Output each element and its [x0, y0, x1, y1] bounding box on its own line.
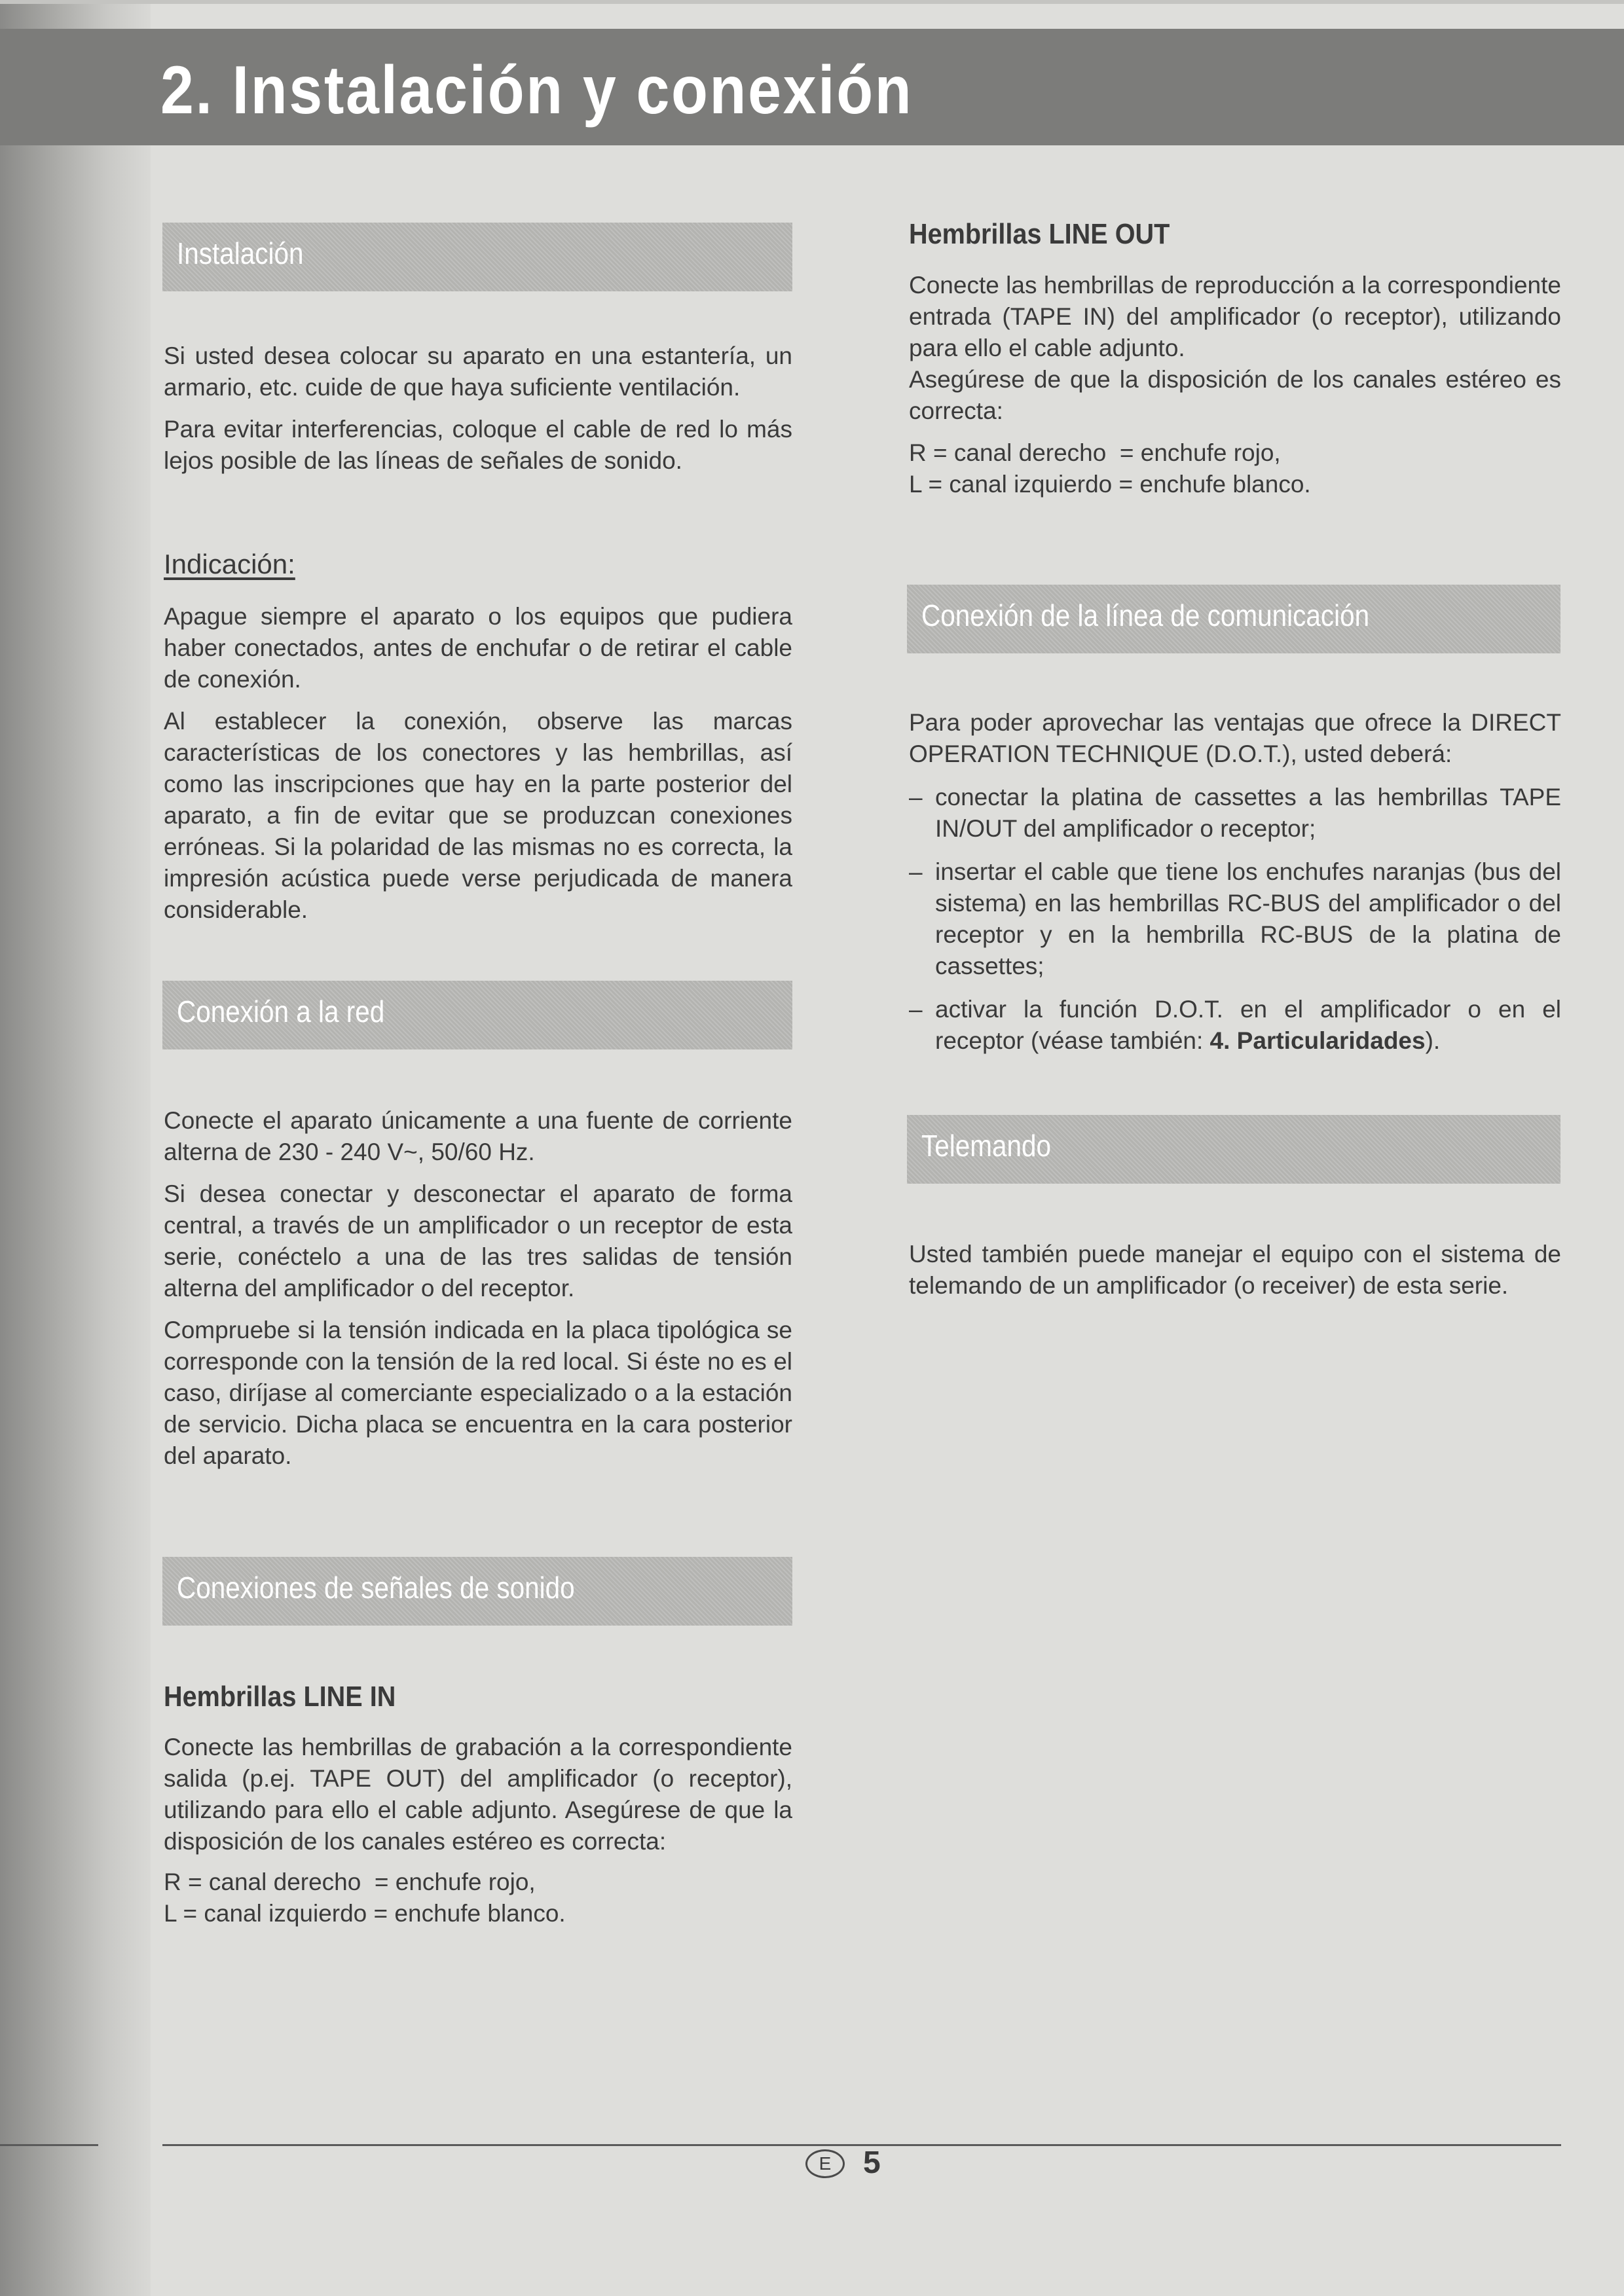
paragraph: Asegúrese de que la disposición de los canales estéreo es correcta: [909, 366, 1561, 424]
paragraph: Si desea conectar y desconectar el aparato de forma central, a través de un amplificador o un receptor de esta serie, conéctelo a una de las tres salidas de tensión alterna del amplificador o del receptor. [164, 1180, 792, 1302]
section-band-comunicacion [907, 585, 1560, 653]
comunicacion-text [909, 707, 1561, 1057]
list-item [909, 782, 1561, 845]
footer-rule [162, 2144, 1561, 2146]
telemando-text [909, 1239, 1561, 1302]
list-item-text: insertar el cable que tiene los enchufes naranjas (bus del sistema) en las hembrillas RC-BUS del amplificador o del receptor y en la hembrilla RC-BUS de la platina de cassettes; [935, 858, 1561, 979]
indicacion-text [164, 601, 792, 926]
dash-bullet: – [909, 858, 923, 885]
channel-left: L = canal izquierdo = enchufe blanco. [164, 1900, 566, 1927]
section-title-instalacion: Instalación [177, 236, 304, 270]
section-band-instalacion [162, 223, 792, 291]
paragraph: Conecte las hembrillas de reproducción a la correspondiente entrada (TAPE IN) del amplificador (o receptor), utilizando para ello el cable adjunto. [909, 272, 1561, 361]
section-title-telemando: Telemando [921, 1129, 1052, 1163]
language-badge: E [805, 2149, 845, 2178]
paragraph: Conecte las hembrillas de grabación a la correspondiente salida (p.ej. TAPE OUT) del amplificador (o receptor), utilizando para ello el cable adjunto. Asegúrese de que la disposición de los canales estéreo es correcta: [164, 1734, 792, 1855]
paragraph: Para poder aprovechar las ventajas que ofrece la DIRECT OPERATION TECHNIQUE (D.O.T.), usted deberá: [909, 709, 1561, 767]
list-item-text-end: ). [1425, 1027, 1441, 1054]
page-number: 5 [863, 2145, 881, 2180]
channel-right: R = canal derecho = enchufe rojo, [909, 439, 1281, 466]
cross-reference: 4. Particularidades [1209, 1027, 1426, 1054]
list-item-text: activar la función D.O.T. en el amplificador o en el receptor (véase también: [935, 996, 1561, 1054]
instalacion-text [164, 340, 792, 477]
paragraph: Para evitar interferencias, coloque el cable de red lo más lejos posible de las líneas de señales de sonido. [164, 416, 792, 474]
section-title-comunicacion: Conexión de la línea de comunicación [921, 598, 1370, 632]
section-title-red: Conexión a la red [177, 994, 385, 1029]
dash-bullet: – [909, 996, 923, 1023]
section-band-senales [162, 1557, 792, 1626]
paragraph: Usted también puede manejar el equipo con el sistema de telemando de un amplificador (o receiver) de esta serie. [909, 1241, 1561, 1299]
top-edge [0, 0, 1624, 4]
line-out-text [909, 270, 1561, 500]
book-spine-shadow [0, 0, 151, 2296]
section-band-red [162, 981, 792, 1049]
paragraph: Al establecer la conexión, observe las marcas características de los conectores y las hembrillas, así como las inscripciones que hay en la parte posterior del aparato, a fin de evitar que se produzcan conexiones erróneas. Si la polaridad de las mismas no es correcta, la impresión acústica puede verse perjudicada de manera considerable. [164, 708, 792, 923]
paragraph: Compruebe si la tensión indicada en la placa tipológica se corresponde con la tensión de la red local. Si éste no es el caso, diríjase al comerciante especializado o a la estación de servicio. Dicha placa se encuentra en la cara posterior del aparato. [164, 1317, 792, 1469]
page-title: 2. Instalación y conexión [160, 52, 913, 128]
list-item-text: conectar la platina de cassettes a las hembrillas TAPE IN/OUT del amplificador o receptor; [935, 784, 1561, 842]
footer-rule-left [0, 2144, 98, 2146]
paragraph: Conecte el aparato únicamente a una fuente de corriente alterna de 230 - 240 V~, 50/60 Hz. [164, 1107, 792, 1165]
note-heading: Indicación: [164, 549, 295, 579]
paragraph: Si usted desea colocar su aparato en una estantería, un armario, etc. cuide de que haya suficiente ventilación. [164, 342, 792, 401]
dash-bullet: – [909, 784, 923, 811]
list-item [909, 994, 1561, 1057]
paragraph: Apague siempre el aparato o los equipos que pudiera haber conectados, antes de enchufar o de retirar el cable de conexión. [164, 603, 792, 693]
list-item [909, 856, 1561, 982]
red-text [164, 1105, 792, 1472]
section-title-senales: Conexiones de señales de sonido [177, 1571, 575, 1605]
channel-right: R = canal derecho = enchufe rojo, [164, 1868, 536, 1895]
subheading-line-out: Hembrillas LINE OUT [909, 218, 1170, 250]
subheading-line-in: Hembrillas LINE IN [164, 1681, 396, 1713]
line-in-text [164, 1732, 792, 1929]
section-band-telemando [907, 1115, 1560, 1184]
channel-left: L = canal izquierdo = enchufe blanco. [909, 471, 1311, 498]
